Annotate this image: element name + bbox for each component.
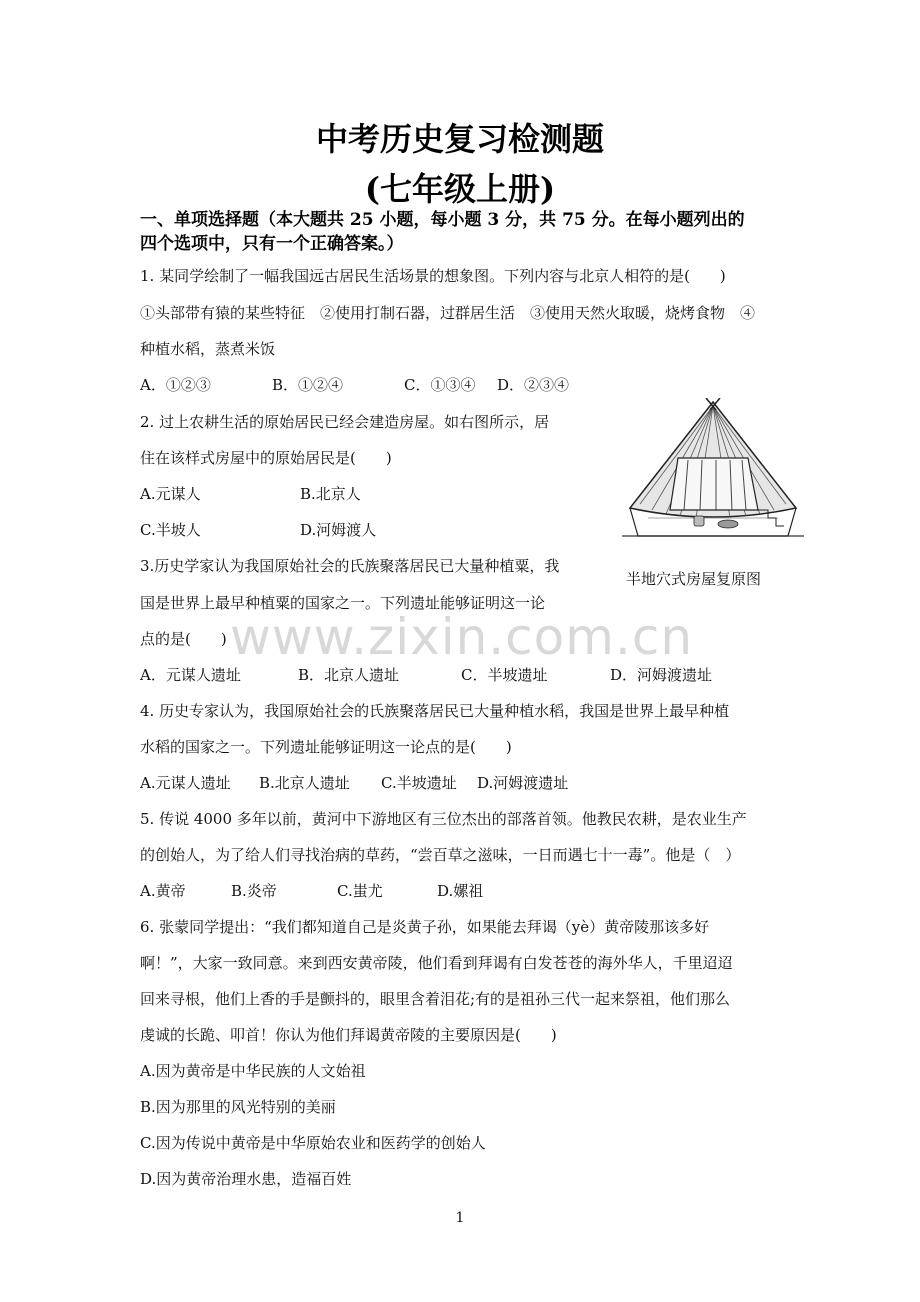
- q4-option-c: C.半坡遗址: [381, 774, 457, 792]
- q6-option-b: B.因为那里的风光特别的美丽: [140, 1098, 336, 1116]
- q2-stem-line1: 2. 过上农耕生活的原始居民已经会建造房屋。如右图所示，居: [140, 413, 550, 431]
- q5-option-b: B.炎帝: [231, 882, 277, 900]
- q2-option-d: D.河姆渡人: [300, 521, 377, 539]
- q1-option-a: A．①②③: [140, 376, 211, 394]
- q3-option-b: B．北京人遗址: [298, 666, 400, 684]
- section-heading-line2: 四个选项中，只有一个正确答案。）: [140, 234, 404, 254]
- q4-option-d: D.河姆渡遗址: [477, 774, 569, 792]
- q1-option-c: C．①③④: [404, 376, 476, 394]
- page-number: 1: [455, 1210, 465, 1226]
- q3-stem-line1: 3.历史学家认为我国原始社会的氏族聚落居民已大量种植粟，我: [140, 557, 560, 575]
- q1-items-line1: ①头部带有猿的某些特征 ②使用打制石器，过群居生活 ③使用天然火取暖，烧烤食物 ④: [140, 304, 756, 322]
- q6-stem-line1: 6. 张蒙同学提出：“我们都知道自己是炎黄子孙，如果能去拜谒（yè）黄帝陵那该多好: [140, 918, 710, 936]
- section-heading: [140, 208, 790, 256]
- q4-stem-line1: 4. 历史专家认为，我国原始社会的氏族聚落居民已大量种植水稻，我国是世界上最早种植: [140, 702, 730, 720]
- q5-option-d: D.嫘祖: [437, 882, 484, 900]
- q3-option-c: C．半坡遗址: [461, 666, 548, 684]
- q6-option-c: C.因为传说中黄帝是中华原始农业和医药学的创始人: [140, 1134, 486, 1152]
- q6-option-d: D.因为黄帝治理水患，造福百姓: [140, 1170, 352, 1188]
- q4-option-a: A.元谋人遗址: [140, 774, 231, 792]
- q1-option-b: B．①②④: [272, 376, 344, 394]
- q3-stem-line2: 国是世界上最早种植粟的国家之一。下列遗址能够证明这一论: [140, 594, 546, 612]
- section-heading-line1: 一、单项选择题（本大题共 25 小题，每小题 3 分，共 75 分。在每小题列出的: [140, 210, 745, 230]
- q3-option-a: A．元谋人遗址: [140, 666, 241, 684]
- q2-option-a: A.元谋人: [140, 485, 201, 503]
- q1-items-line2: 种植水稻，蒸煮米饭: [140, 340, 276, 358]
- q6-stem-line4: 虔诚的长跪、叩首！你认为他们拜谒黄帝陵的主要原因是( ): [140, 1026, 557, 1044]
- q6-stem-line2: 啊！”，大家一致同意。来到西安黄帝陵，他们看到拜谒有白发苍苍的海外华人，千里迢迢: [140, 954, 733, 972]
- q2-option-c: C.半坡人: [140, 521, 201, 539]
- q3-option-d: D．河姆渡遗址: [610, 666, 713, 684]
- semi-subterranean-house-figure: [618, 398, 808, 544]
- page-title-line2: (七年级上册): [364, 170, 556, 208]
- q1-stem: 1. 某同学绘制了一幅我国远古居民生活场景的想象图。下列内容与北京人相符的是( ): [140, 267, 726, 285]
- q1-option-d: D．②③④: [497, 376, 570, 394]
- q5-stem-line2: 的创始人，为了给人们寻找治病的草药，“尝百草之滋味，一日而遇七十一毒”。他是（ ）: [140, 846, 741, 864]
- figure-caption: 半地穴式房屋复原图: [626, 570, 762, 588]
- page-title-line1: 中考历史复习检测题: [315, 120, 604, 158]
- q4-stem-line2: 水稻的国家之一。下列遗址能够证明这一论点的是( ): [140, 738, 512, 756]
- q6-stem-line3: 回来寻根，他们上香的手是颤抖的，眼里含着泪花;有的是祖孙三代一起来祭祖，他们那么: [140, 990, 731, 1008]
- watermark: www.zixin.com.cn: [230, 608, 694, 666]
- q2-stem-line2: 住在该样式房屋中的原始居民是( ): [140, 449, 392, 467]
- q5-option-a: A.黄帝: [140, 882, 186, 900]
- q3-stem-line3: 点的是( ): [140, 630, 227, 648]
- q5-option-c: C.蚩尤: [337, 882, 383, 900]
- q2-option-b: B.北京人: [300, 485, 361, 503]
- q5-stem-line1: 5. 传说 4000 多年以前，黄河中下游地区有三位杰出的部落首领。他教民农耕，是农业生产: [140, 810, 747, 828]
- q4-option-b: B.北京人遗址: [259, 774, 350, 792]
- q6-option-a: A.因为黄帝是中华民族的人文始祖: [140, 1062, 366, 1080]
